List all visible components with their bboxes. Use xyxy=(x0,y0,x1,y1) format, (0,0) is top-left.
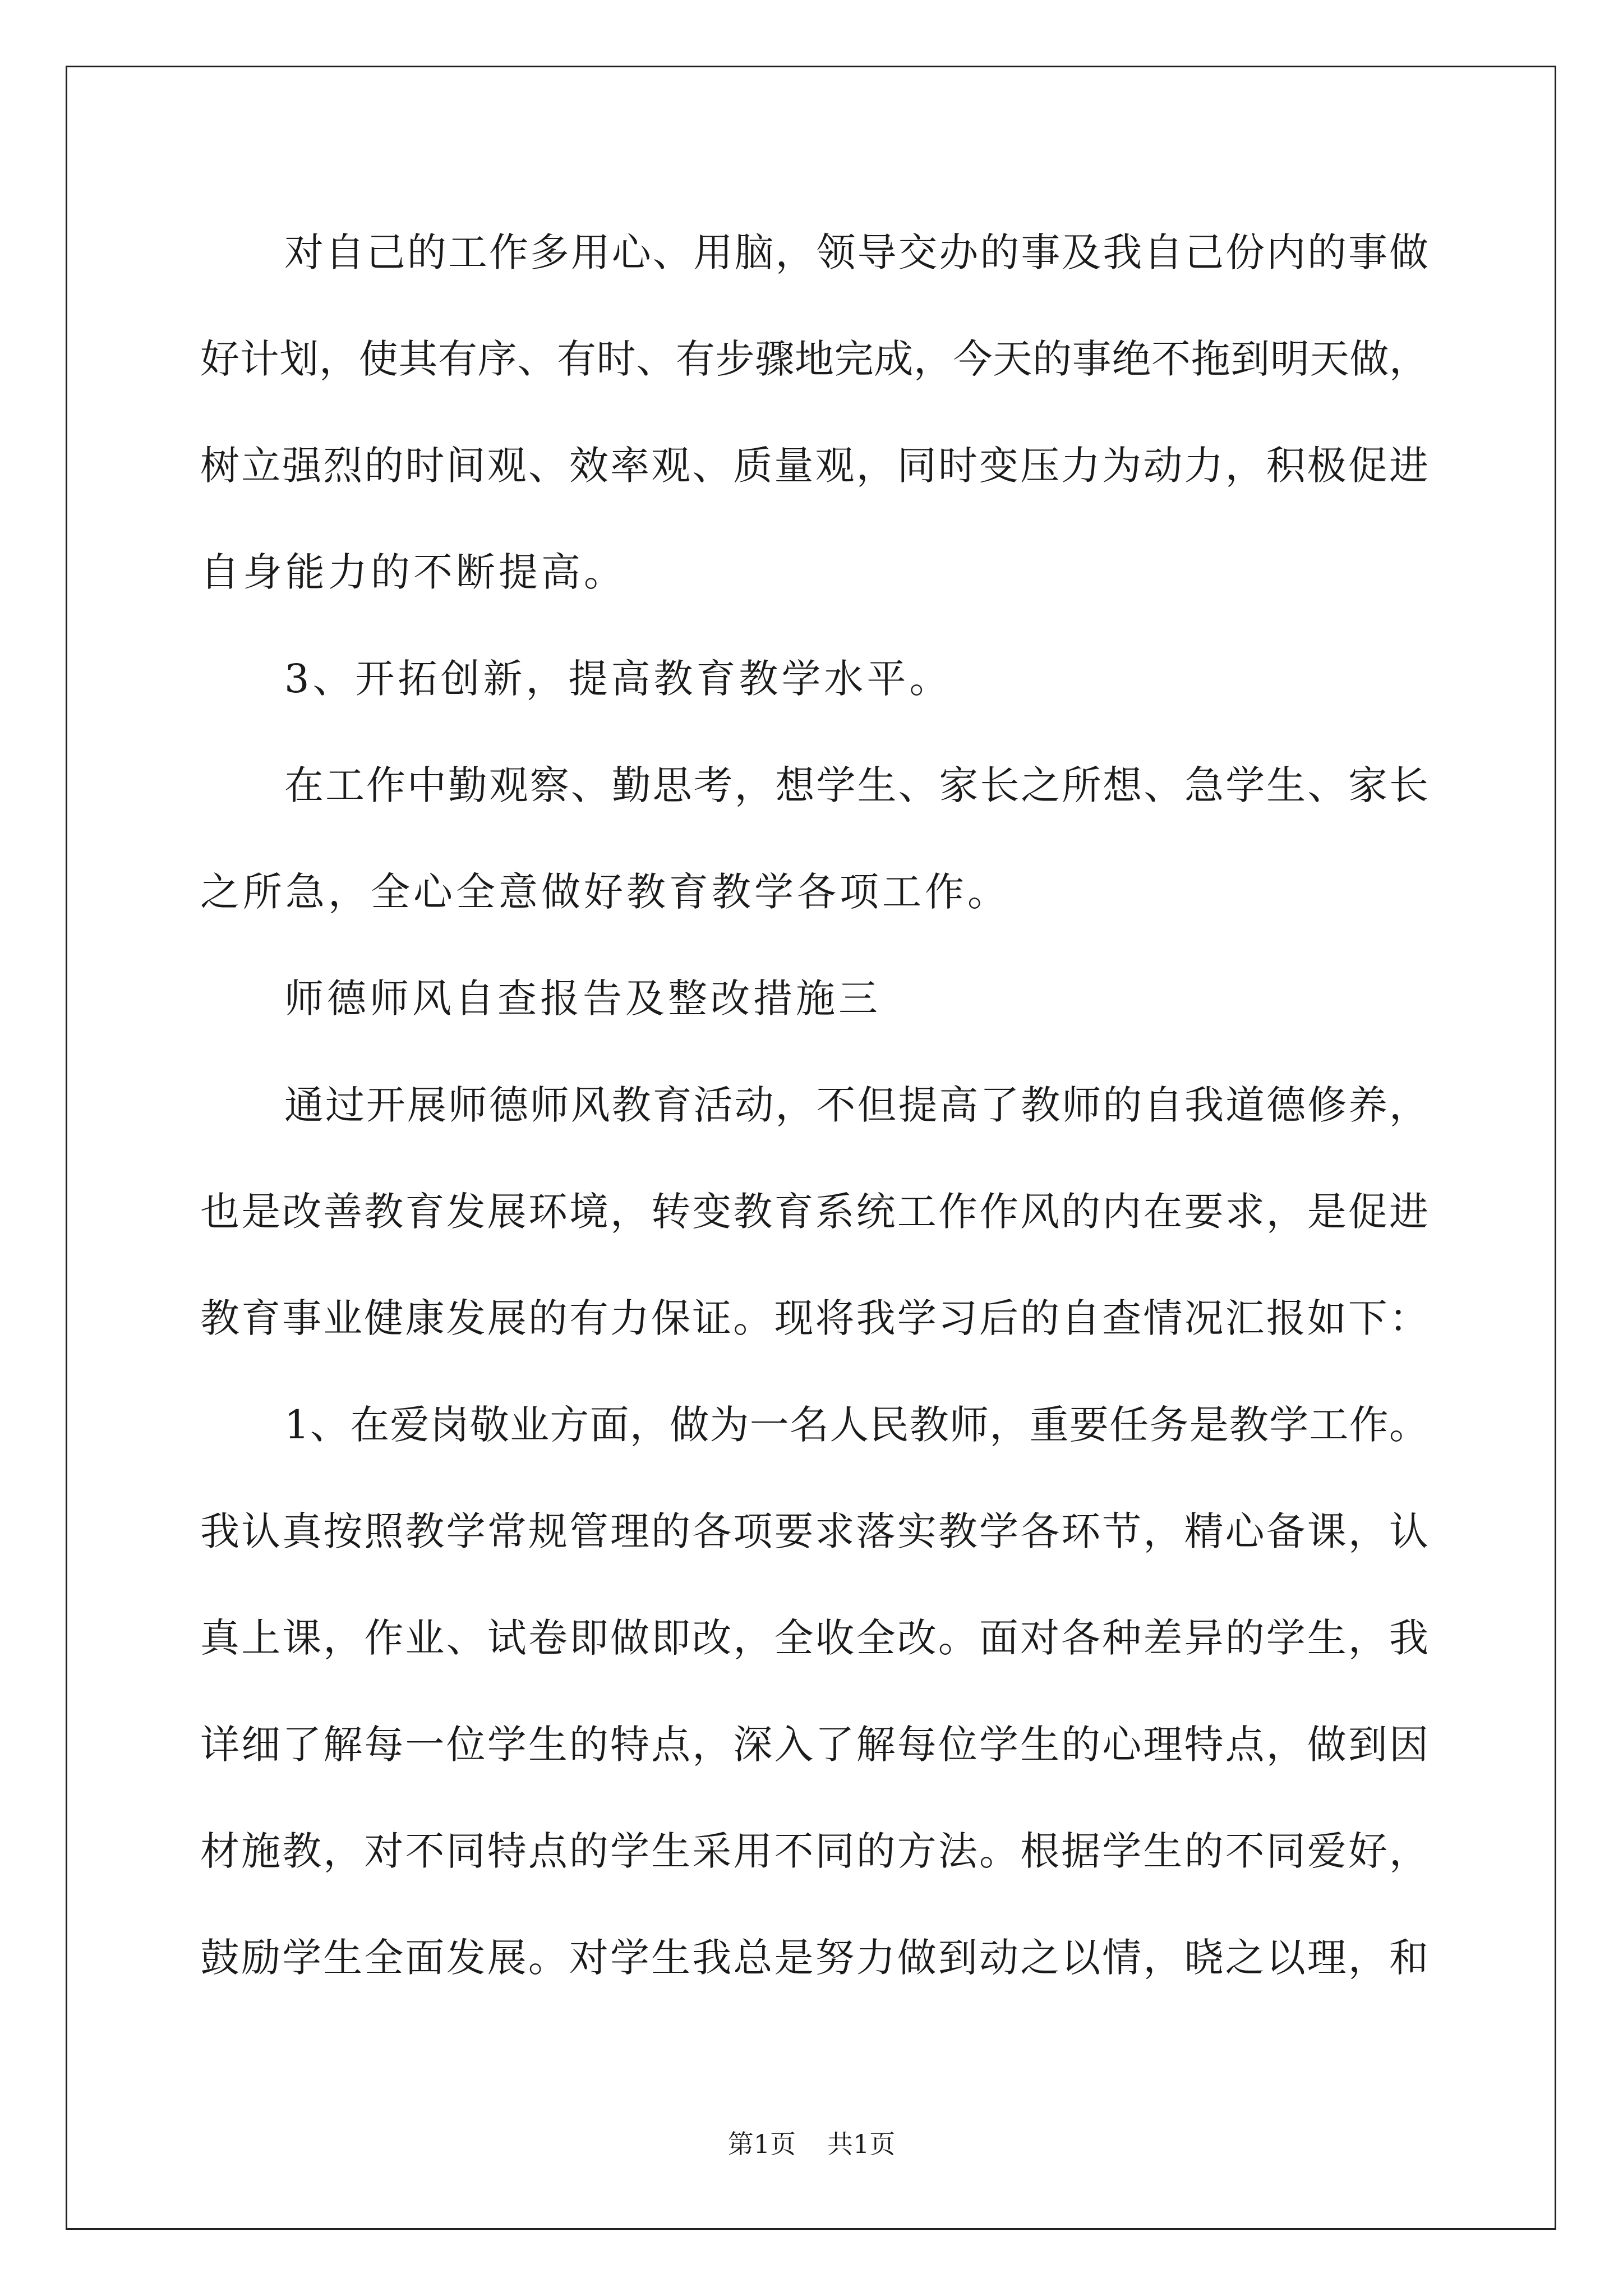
document-subtitle: 师德师风自查报告及整改措施三 xyxy=(284,976,881,1022)
paragraph-line: 在工作中勤观察、勤思考，想学生、家长之所想、急学生、家长 xyxy=(284,762,1428,808)
paragraph-line: 鼓励学生全面发展。对学生我总是努力做到动之以情，晓之以理，和 xyxy=(200,1935,1428,1981)
page-number: 第1页 xyxy=(727,2129,796,2159)
paragraph-line: 也是改善教育发展环境，转变教育系统工作作风的内在要求，是促进 xyxy=(200,1189,1428,1235)
paragraph-line: 通过开展师德师风教育活动，不但提高了教师的自我道德修养， xyxy=(284,1082,1428,1128)
paragraph-line: 自身能力的不断提高。 xyxy=(200,549,626,595)
paragraph-line: 好计划，使其有序、有时、有步骤地完成，今天的事绝不拖到明天做， xyxy=(200,336,1428,382)
paragraph-line: 之所急，全心全意做好教育教学各项工作。 xyxy=(200,869,1010,915)
paragraph-line: 1、在爱岗敬业方面，做为一名人民教师，重要任务是教学工作。 xyxy=(284,1402,1428,1448)
paragraph-line: 对自己的工作多用心、用脑，领导交办的事及我自己份内的事做 xyxy=(284,229,1428,275)
paragraph-line: 我认真按照教学常规管理的各项要求落实教学各环节，精心备课，认 xyxy=(200,1508,1428,1554)
paragraph-line: 真上课，作业、试卷即做即改，全收全改。面对各种差异的学生，我 xyxy=(200,1615,1428,1661)
paragraph-line: 教育事业健康发展的有力保证。现将我学习后的自查情况汇报如下： xyxy=(200,1295,1428,1341)
page-footer xyxy=(0,2127,1623,2161)
paragraph-line: 材施教，对不同特点的学生采用不同的方法。根据学生的不同爱好， xyxy=(200,1828,1428,1874)
section-heading: 3、开拓创新，提高教育教学水平。 xyxy=(284,656,952,702)
paragraph-line: 详细了解每一位学生的特点，深入了解每位学生的心理特点，做到因 xyxy=(200,1722,1428,1768)
page-total: 共1页 xyxy=(827,2129,896,2159)
paragraph-line: 树立强烈的时间观、效率观、质量观，同时变压力为动力，积极促进 xyxy=(200,443,1428,489)
